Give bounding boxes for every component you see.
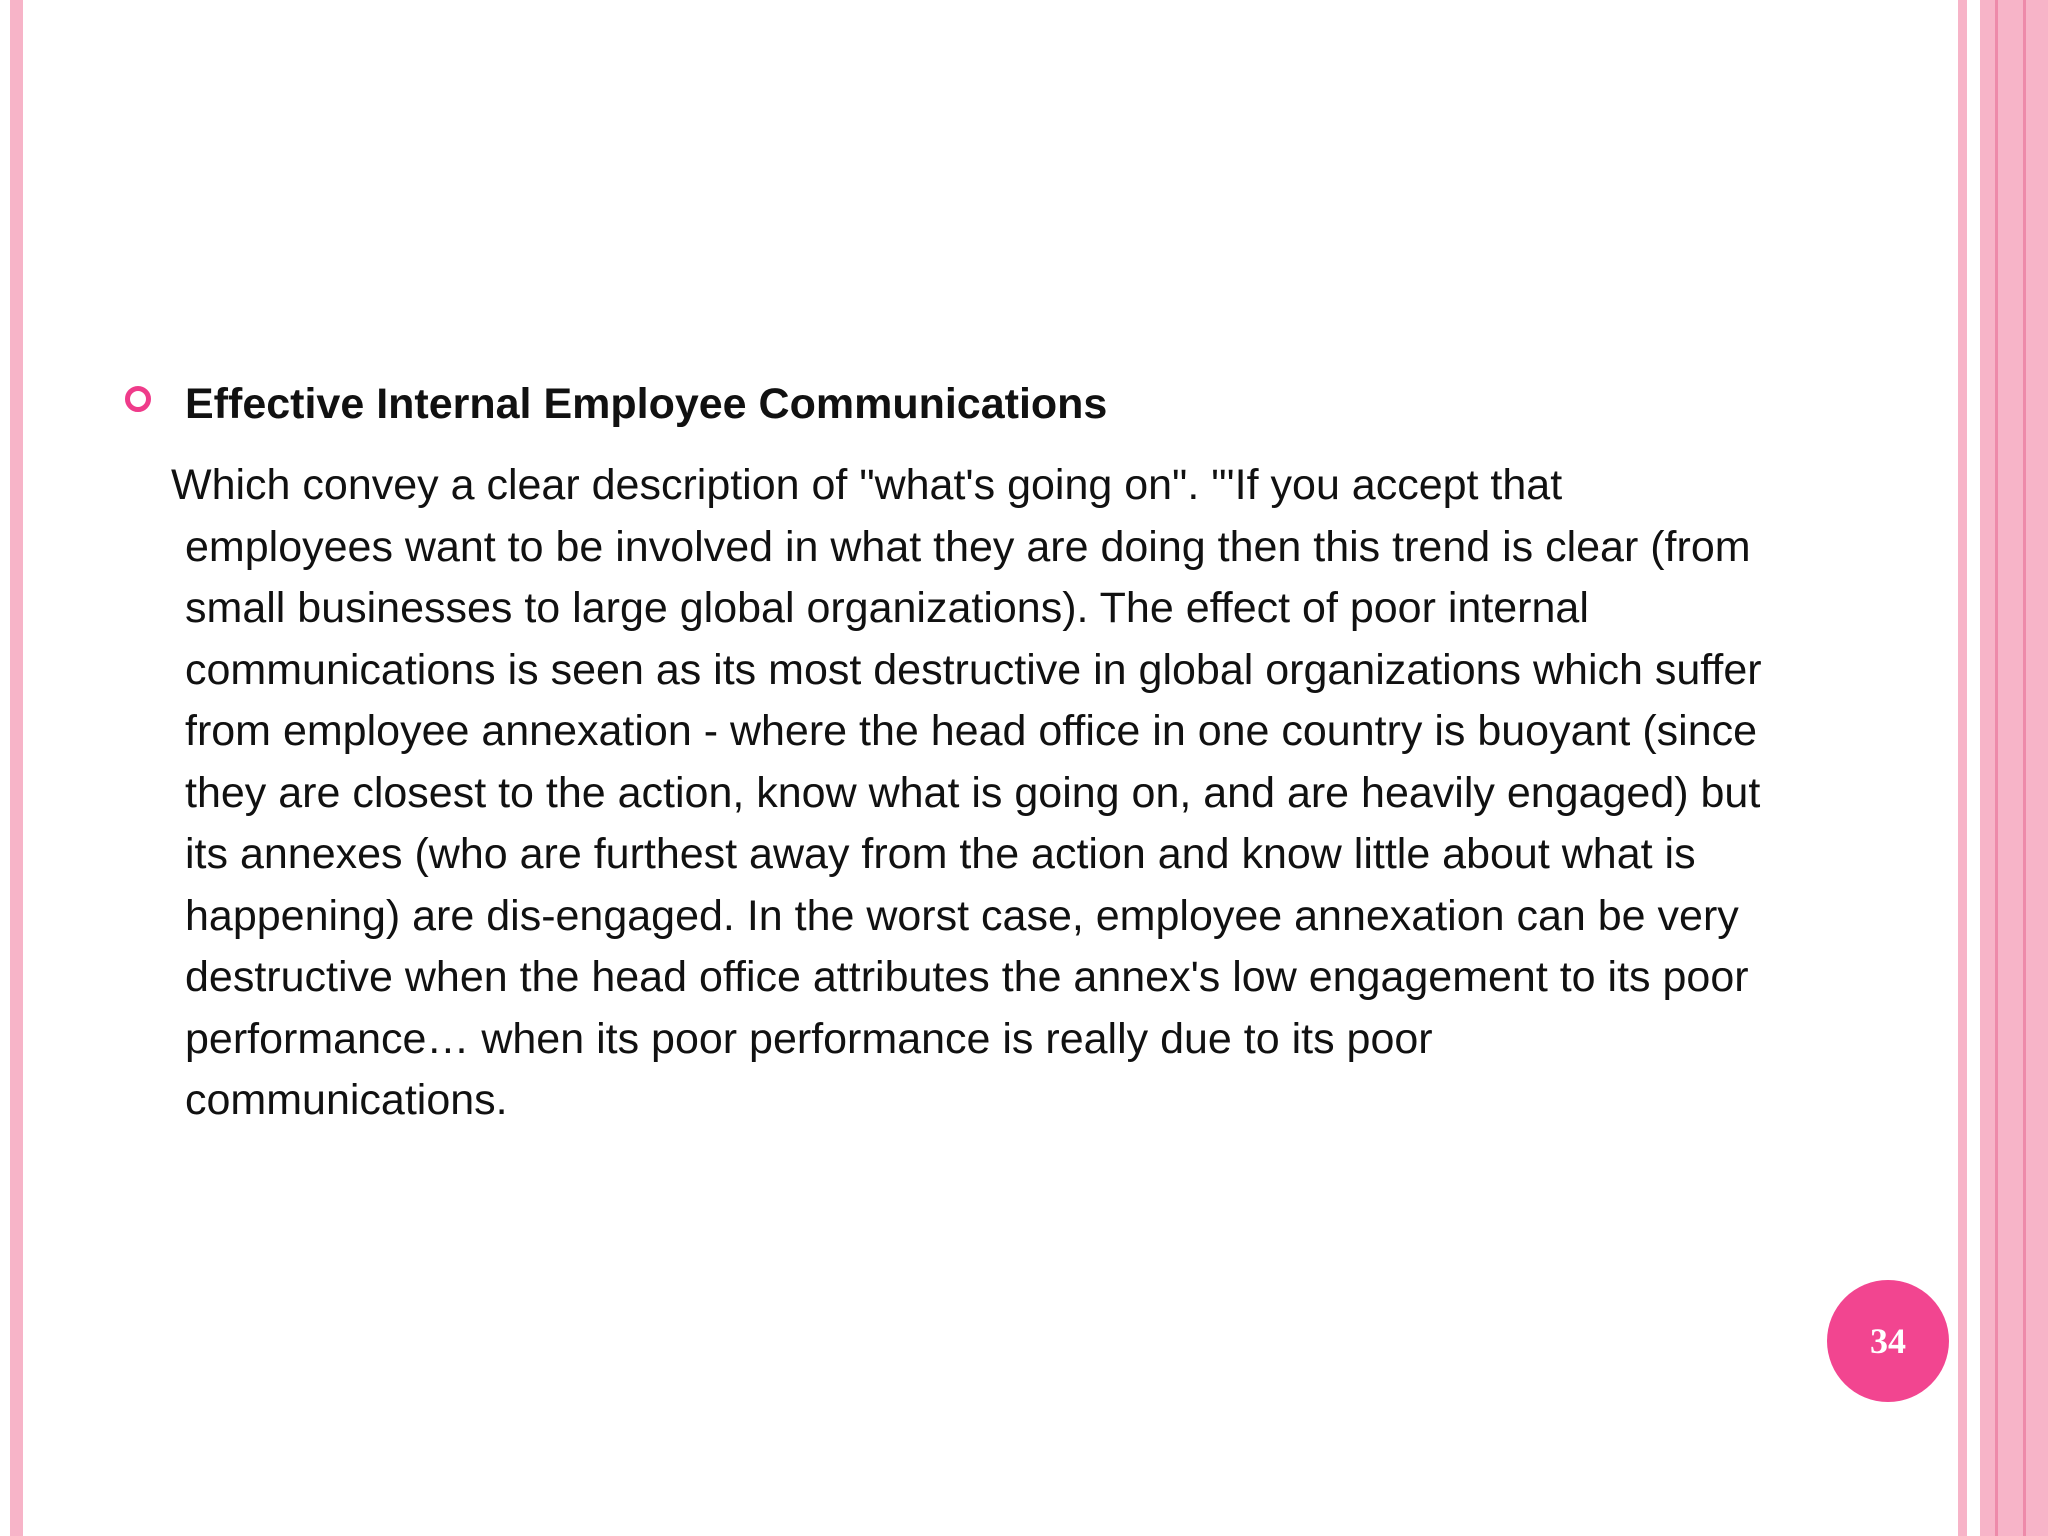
right-border-stripe-inner <box>1958 0 1967 1536</box>
hollow-circle-bullet-icon <box>125 386 151 412</box>
right-border-line <box>1995 0 1998 1536</box>
slide-heading: Effective Internal Employee Communications <box>185 380 1108 428</box>
right-border-stripe-outer <box>1980 0 2048 1536</box>
right-border-line <box>2023 0 2026 1536</box>
slide-body-text: Which convey a clear description of "what's going on". "'If you accept that employees want to be involved in what they are doing then this trend is clear (from small businesses to large global organizations). The effect of poor internal communications is seen as its most destructive in global organizations which suffer from employee annexation - where the head office in one country is buoyant (since they are closest to the action, know what is going on, and are heavily engaged) but its annexes (who are furthest away from the action and know little about what is happening) are dis-engaged. In the worst case, employee annexation can be very destructive when the head office attributes the annex's low engagement to its poor performance… when its poor performance is really due to its poor communications. <box>171 461 1762 1124</box>
page-number-badge: 34 <box>1827 1280 1949 1402</box>
